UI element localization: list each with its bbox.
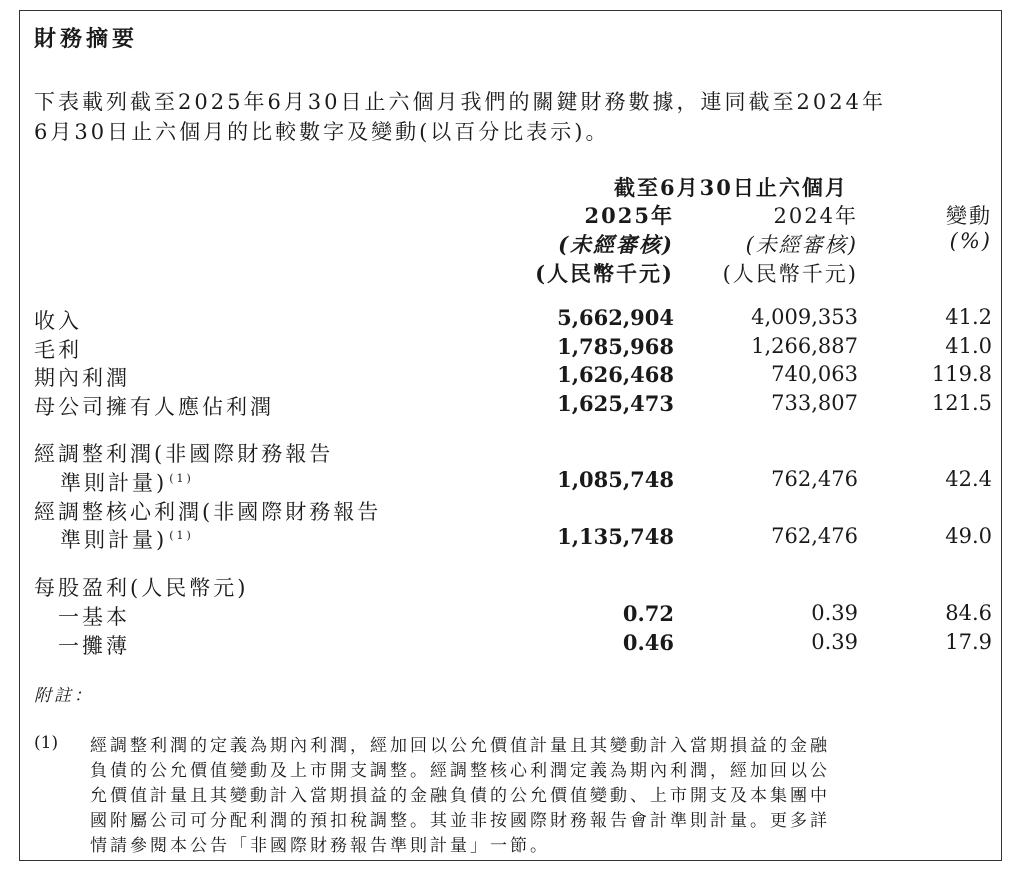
- value-2024: 762,476: [771, 524, 858, 548]
- footnote-line: 允價值計量且其變動計入當期損益的金融負債的公允價值變動、上市開支及本集團中: [90, 786, 830, 806]
- footnote-line: 情請參閱本公告「非國際財務報告準則計量」一節。: [90, 836, 550, 856]
- value-2025: 5,662,904: [557, 305, 674, 330]
- col-change-title: 變動: [946, 204, 992, 228]
- value-2024: 740,063: [771, 362, 858, 386]
- value-change: 41.0: [945, 334, 992, 358]
- col-2024-unit: (人民幣千元): [722, 262, 858, 286]
- row-label: 一攤薄: [58, 634, 130, 658]
- value-2024: 1,266,887: [751, 334, 858, 358]
- value-2025: 1,625,473: [557, 391, 674, 416]
- intro-line-2: 6月30日止六個月的比較數字及變動(以百分比表示)。: [34, 120, 610, 144]
- value-change: 121.5: [931, 391, 992, 415]
- row-label: 每股盈利(人民幣元): [34, 576, 249, 600]
- col-2024-year: 2024年: [773, 204, 858, 228]
- row-label: 期內利潤: [34, 366, 130, 390]
- footnote-line: 國附屬公司可分配利潤的預扣稅調整。其並非按國際財務報告會計準則計量。更多詳: [90, 811, 830, 831]
- row-label: 一基本: [58, 605, 130, 629]
- value-change: 119.8: [931, 362, 992, 386]
- value-change: 41.2: [945, 305, 992, 329]
- footnote-marker: (1): [34, 733, 59, 753]
- value-change: 49.0: [945, 524, 992, 548]
- value-change: 84.6: [945, 601, 992, 625]
- row-label-line2: 準則計量) $^{(1)}$: [60, 528, 194, 552]
- value-2025: 0.72: [622, 601, 674, 626]
- col-2025-unit: (人民幣千元): [535, 261, 674, 286]
- footnote-ref: (1): [169, 529, 194, 542]
- value-change: 42.4: [945, 467, 992, 491]
- value-change: 17.9: [945, 630, 992, 654]
- col-2025-year: 2025年: [584, 203, 674, 228]
- value-2024: 733,807: [771, 391, 858, 415]
- value-2025: 1,626,468: [557, 362, 674, 387]
- row-label: 母公司擁有人應佔利潤: [34, 395, 274, 419]
- value-2025: 1,135,748: [557, 524, 674, 549]
- row-label-line2: 準則計量) $^{(1)}$: [60, 471, 194, 495]
- value-2025: 0.46: [622, 630, 674, 655]
- value-2024: 4,009,353: [751, 305, 858, 329]
- footnote-line: 經調整利潤的定義為期內利潤，經加回以公允價值計量且其變動計入當期損益的金融: [90, 736, 830, 756]
- row-label: 毛利: [34, 338, 82, 362]
- value-2024: 0.39: [811, 601, 858, 625]
- value-2025: 1,785,968: [557, 334, 674, 359]
- section-title: 財務摘要: [34, 27, 139, 52]
- row-label: 收入: [34, 309, 82, 333]
- intro-line-1: 下表載列截至2025年6月30日止六個月我們的關鍵財務數據，連同截至2024年: [34, 90, 886, 114]
- row-label-line1: 經調整利潤(非國際財務報告: [34, 442, 334, 466]
- footnote-ref: (1): [169, 472, 194, 485]
- footnote-line: 負債的公允價值變動及上市開支調整。經調整核心利潤定義為期內利潤，經加回以公: [90, 761, 830, 781]
- period-header: 截至6月30日止六個月: [614, 175, 848, 200]
- value-2025: 1,085,748: [557, 467, 674, 492]
- row-label-line1: 經調整核心利潤(非國際財務報告: [34, 500, 382, 524]
- notes-heading: 附註：: [34, 686, 94, 706]
- col-2025-audit: (未經審核): [558, 232, 674, 257]
- col-change-unit: (%): [949, 229, 992, 253]
- value-2024: 0.39: [811, 630, 858, 654]
- col-2024-audit: (未經審核): [745, 233, 858, 257]
- value-2024: 762,476: [771, 467, 858, 491]
